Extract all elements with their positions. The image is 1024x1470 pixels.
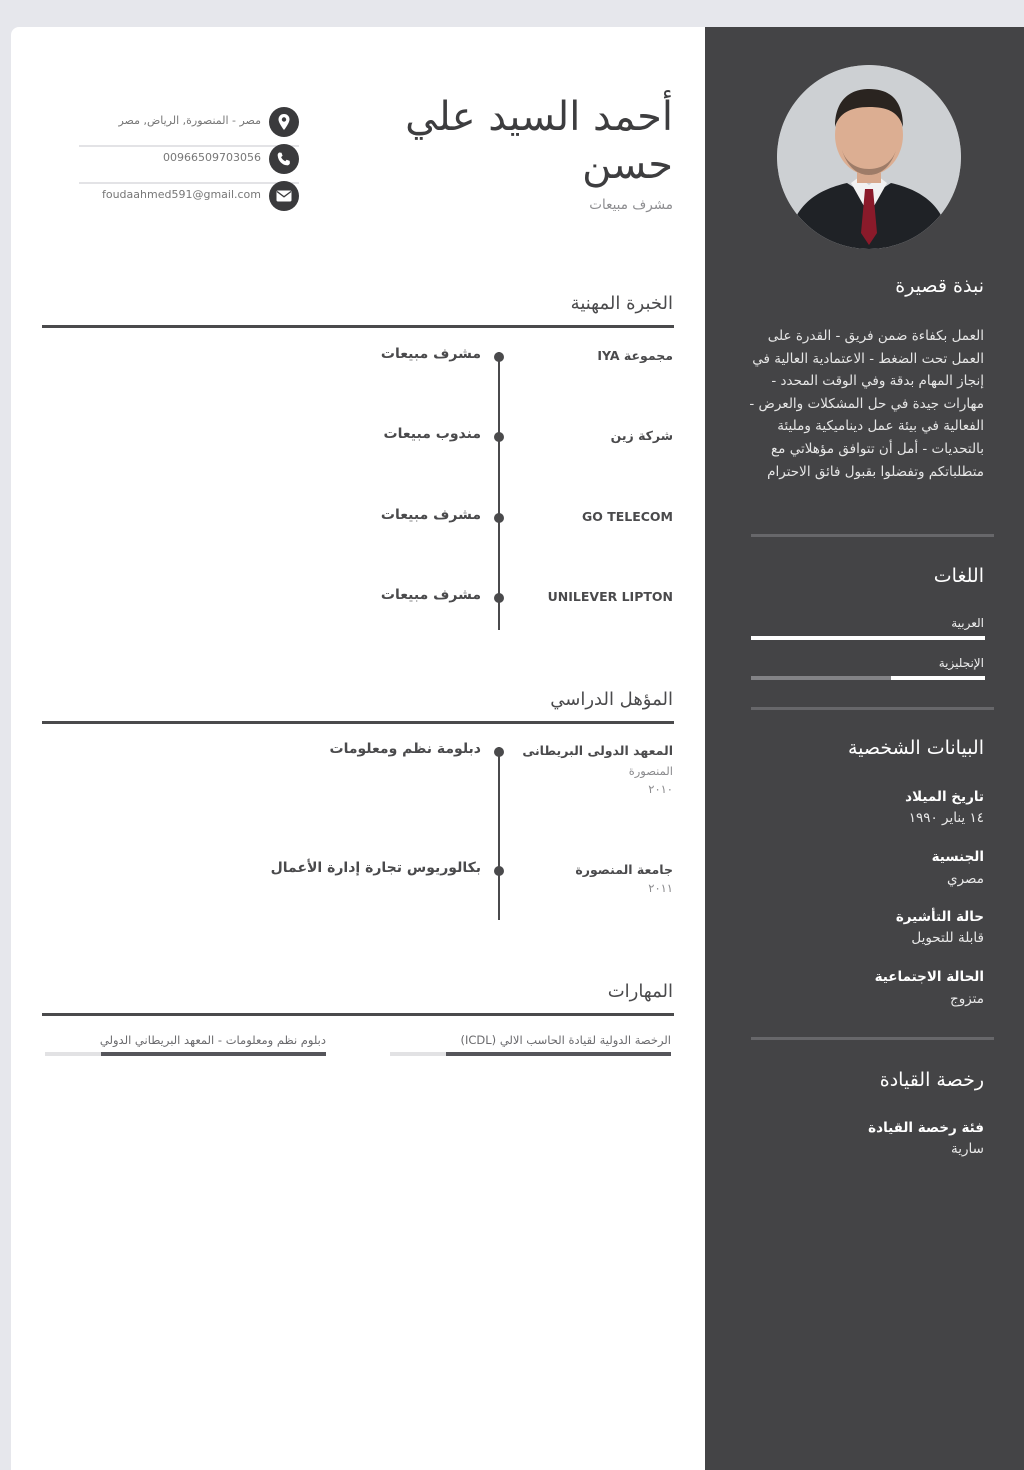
skill-item — [390, 1033, 671, 1059]
phone-icon — [269, 144, 299, 174]
skills-rule — [42, 1013, 674, 1016]
skills-heading: المهارات — [607, 981, 673, 1002]
resume-page — [11, 27, 1024, 1470]
marital-label: الحالة الاجتماعية — [874, 969, 984, 985]
personal-heading: البيانات الشخصية — [847, 737, 984, 759]
contact-phone — [79, 144, 299, 178]
language-bar — [751, 676, 985, 680]
skill-label: الرخصة الدولية لقيادة الحاسب الالي (ICDL) — [460, 1033, 671, 1047]
experience-rule — [42, 325, 674, 328]
language-fill — [751, 636, 985, 640]
skill-fill — [101, 1052, 326, 1056]
languages-heading: اللغات — [933, 565, 984, 587]
full-name: أحمد السيد علي حسن — [405, 94, 673, 188]
license-value: سارية — [951, 1141, 984, 1157]
summary-heading: نبذة قصيرة — [895, 275, 984, 297]
language-bar — [751, 636, 985, 640]
education-degree: دبلومة نظم ومعلومات — [329, 741, 481, 757]
email-icon — [269, 181, 299, 211]
education-year: ٢٠١٠ — [648, 782, 673, 796]
summary-text: العمل بكفاءة ضمن فريق - القدرة على العمل تحت الضغط - الاعتمادية العالية في إنجاز المهام بدقة وفي الوقت المحدد - مهارات جيدة في حل المشكلات والعرض - الفعالية في بيئة عمل ديناميكية ومليئة بالتحديات - أمل أن تتوافق مؤهلاتي مع متطلباتكم وتفضلوا بقبول فائق الاحترام — [749, 328, 984, 480]
language-name: العربية — [951, 616, 984, 630]
license-heading: رخصة القيادة — [879, 1069, 984, 1091]
sidebar-divider — [751, 534, 994, 537]
timeline-dot — [494, 513, 504, 523]
main-column — [11, 27, 705, 1470]
location-icon — [269, 107, 299, 137]
experience-company: UNILEVER LIPTON — [547, 589, 673, 604]
experience-company: شركة زين — [610, 428, 673, 443]
timeline-dot — [494, 432, 504, 442]
birthdate-label: تاريخ الميلاد — [905, 789, 984, 805]
contact-text: مصر - المنصورة, الرياض, مصر — [118, 114, 261, 127]
sidebar — [705, 27, 1024, 1470]
job-title: مشرف مبيعات — [589, 197, 673, 213]
experience-heading: الخبرة المهنية — [570, 293, 673, 314]
contact-email[interactable] — [79, 181, 299, 215]
experience-role: مشرف مبيعات — [380, 587, 481, 603]
language-fill — [891, 676, 985, 680]
education-degree: بكالوريوس تجارة إدارة الأعمال — [270, 860, 481, 876]
timeline-dot — [494, 747, 504, 757]
education-institution: المعهد الدولى البريطانى — [522, 743, 673, 758]
education-timeline — [498, 747, 500, 920]
timeline-dot — [494, 593, 504, 603]
nationality-label: الجنسية — [931, 849, 984, 865]
avatar — [777, 65, 961, 249]
experience-timeline — [498, 352, 500, 630]
education-year: ٢٠١١ — [648, 881, 673, 895]
language-name: الإنجليزية — [938, 656, 984, 670]
skill-bar — [390, 1052, 671, 1056]
contact-location — [79, 107, 299, 141]
nationality-value: مصري — [947, 871, 984, 887]
visa-label: حالة التأشيرة — [895, 909, 984, 925]
skill-item — [45, 1033, 326, 1059]
experience-role: مندوب مبيعات — [383, 426, 481, 442]
education-heading: المؤهل الدراسي — [550, 689, 673, 710]
sidebar-divider — [751, 707, 994, 710]
experience-company: مجموعة IYA — [597, 348, 673, 363]
experience-role: مشرف مبيعات — [380, 507, 481, 523]
contact-text[interactable]: foudaahmed591@gmail.com — [101, 188, 261, 201]
birthdate-value: ١٤ يناير ١٩٩٠ — [908, 810, 984, 826]
education-location: المنصورة — [628, 764, 673, 778]
timeline-dot — [494, 352, 504, 362]
timeline-dot — [494, 866, 504, 876]
skill-fill — [446, 1052, 671, 1056]
visa-value: قابلة للتحويل — [911, 930, 984, 946]
experience-role: مشرف مبيعات — [380, 346, 481, 362]
license-label: فئة رخصة القيادة — [868, 1120, 984, 1136]
skill-label: دبلوم نظم ومعلومات - المعهد البريطاني الدولي — [99, 1033, 326, 1047]
experience-company: GO TELECOM — [581, 509, 673, 524]
skill-bar — [45, 1052, 326, 1056]
marital-value: متزوج — [950, 991, 984, 1007]
education-rule — [42, 721, 674, 724]
contact-text: 00966509703056 — [163, 151, 261, 164]
education-institution: جامعة المنصورة — [575, 862, 673, 877]
sidebar-divider — [751, 1037, 994, 1040]
